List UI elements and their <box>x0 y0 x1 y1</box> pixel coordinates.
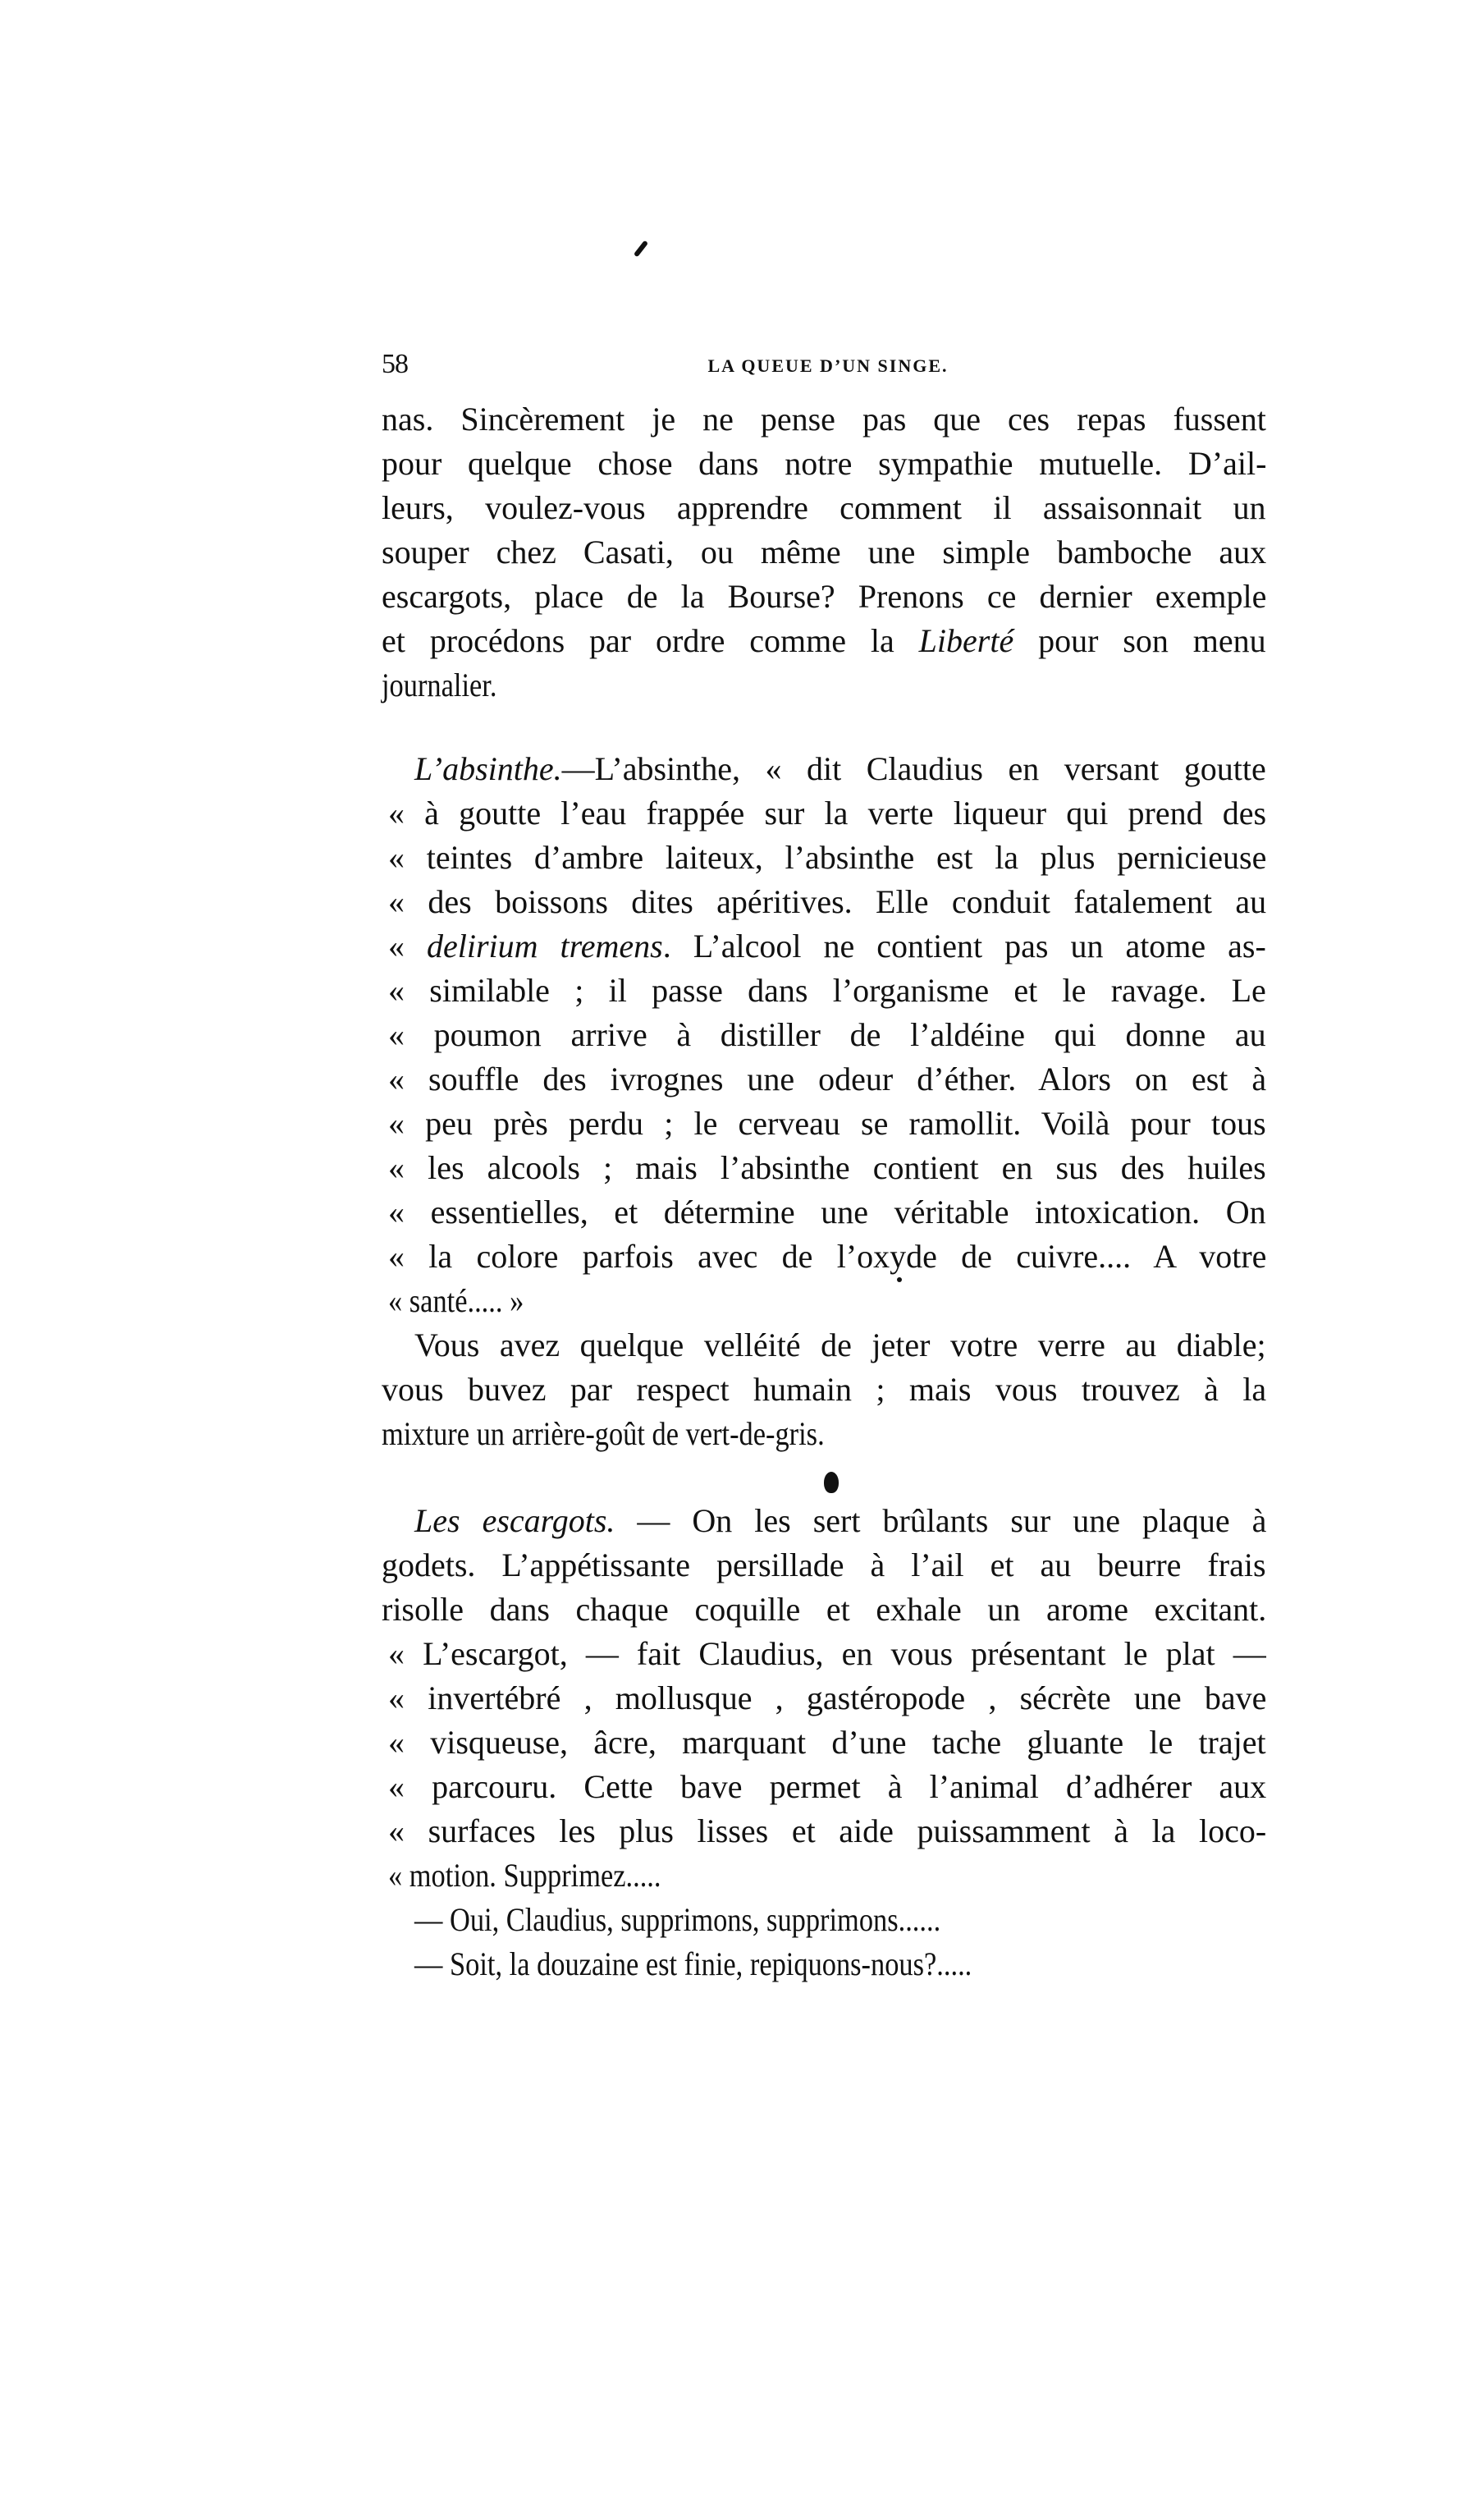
text-line: « la colore parfois avec de l’oxyde de cuivre.... A votre <box>388 1238 1267 1275</box>
text-line: « souffle des ivrognes une odeur d’éther. Alors on est à <box>388 1061 1267 1097</box>
italic-term: delirium tremens <box>427 928 663 964</box>
text-line: escargots, place de la Bourse? Prenons ce dernier exemple <box>382 578 1267 615</box>
dialog-line: — Oui, Claudius, supprimons, supprimons...... <box>414 1901 941 1938</box>
text-line: souper chez Casati, ou même une simple bamboche aux <box>382 534 1267 570</box>
text-line: « des boissons dites apéritives. Elle conduit fatalement au <box>388 883 1267 920</box>
text-line: « santé..... » <box>388 1282 524 1319</box>
text-line: « essentielles, et détermine une véritable intoxication. On <box>388 1194 1266 1230</box>
text-line: « les alcools ; mais l’absinthe contient en sus des huiles <box>388 1149 1266 1186</box>
text-line: et procédons par ordre comme la Liberté pour son menu <box>382 622 1266 659</box>
running-title: LA QUEUE D’UN SINGE. <box>707 355 949 376</box>
text-line: L’absinthe.—L’absinthe, « dit Claudius en versant goutte <box>414 750 1266 787</box>
section-heading-escargots: Les escargots. <box>414 1502 615 1539</box>
page-number: 58 <box>382 349 408 379</box>
ink-blot <box>824 1472 839 1493</box>
text-line: « parcouru. Cette bave permet à l’animal d’adhérer aux <box>388 1768 1267 1805</box>
text-line: « invertébré , mollusque , gastéropode , sécrète une bave <box>388 1679 1267 1716</box>
text-line: godets. L’appétissante persillade à l’ail et au beurre frais <box>382 1546 1266 1583</box>
section-heading-absinthe: L’absinthe. <box>414 750 562 787</box>
text-line: « visqueuse, âcre, marquant d’une tache gluante le trajet <box>388 1724 1266 1761</box>
text-line: leurs, voulez-vous apprendre comment il assaisonnait un <box>382 489 1266 526</box>
text-line: Vous avez quelque velléité de jeter votre verre au diable; <box>414 1326 1266 1363</box>
text-line: « poumon arrive à distiller de l’aldéine qui donne au <box>388 1016 1266 1053</box>
running-head <box>382 350 1266 379</box>
text-line: « peu près perdu ; le cerveau se ramollit. Voilà pour tous <box>388 1105 1266 1142</box>
text-line: « motion. Supprimez..... <box>388 1857 661 1894</box>
text-line: « similable ; il passe dans l’organisme et le ravage. Le <box>388 972 1266 1009</box>
text-line: « delirium tremens. L’alcool ne contient pas un atome as- <box>388 928 1266 964</box>
text-line: journalier. <box>382 667 497 703</box>
text-line: « surfaces les plus lisses et aide puissamment à la loco- <box>388 1812 1267 1849</box>
paragraph-escargots <box>382 1499 1266 1986</box>
stray-ink-mark <box>634 240 648 257</box>
text-line: nas. Sincèrement je ne pense pas que ces repas fussent <box>382 401 1266 438</box>
text-line: « à goutte l’eau frappée sur la verte liqueur qui prend des <box>388 795 1267 832</box>
text-line: vous buvez par respect humain ; mais vous trouvez à la <box>382 1371 1267 1408</box>
dialog-line: — Soit, la douzaine est finie, repiquons-nous?..... <box>414 1945 972 1982</box>
text-line: risolle dans chaque coquille et exhale un arome excitant. <box>382 1591 1267 1628</box>
text-line: mixture un arrière-goût de vert-de-gris. <box>382 1415 825 1452</box>
text-line: « L’escargot, — fait Claudius, en vous présentant le plat — <box>388 1635 1266 1672</box>
paragraph-intro <box>382 397 1266 708</box>
italic-term: Liberté <box>918 622 1014 659</box>
paragraph-absinthe <box>382 747 1266 1456</box>
text-line: pour quelque chose dans notre sympathie mutuelle. D’ail- <box>382 445 1267 482</box>
text-line: « teintes d’ambre laiteux, l’absinthe est la plus pernicieuse <box>388 839 1267 876</box>
text-line: Les escargots. — On les sert brûlants sur une plaque à <box>414 1502 1267 1539</box>
